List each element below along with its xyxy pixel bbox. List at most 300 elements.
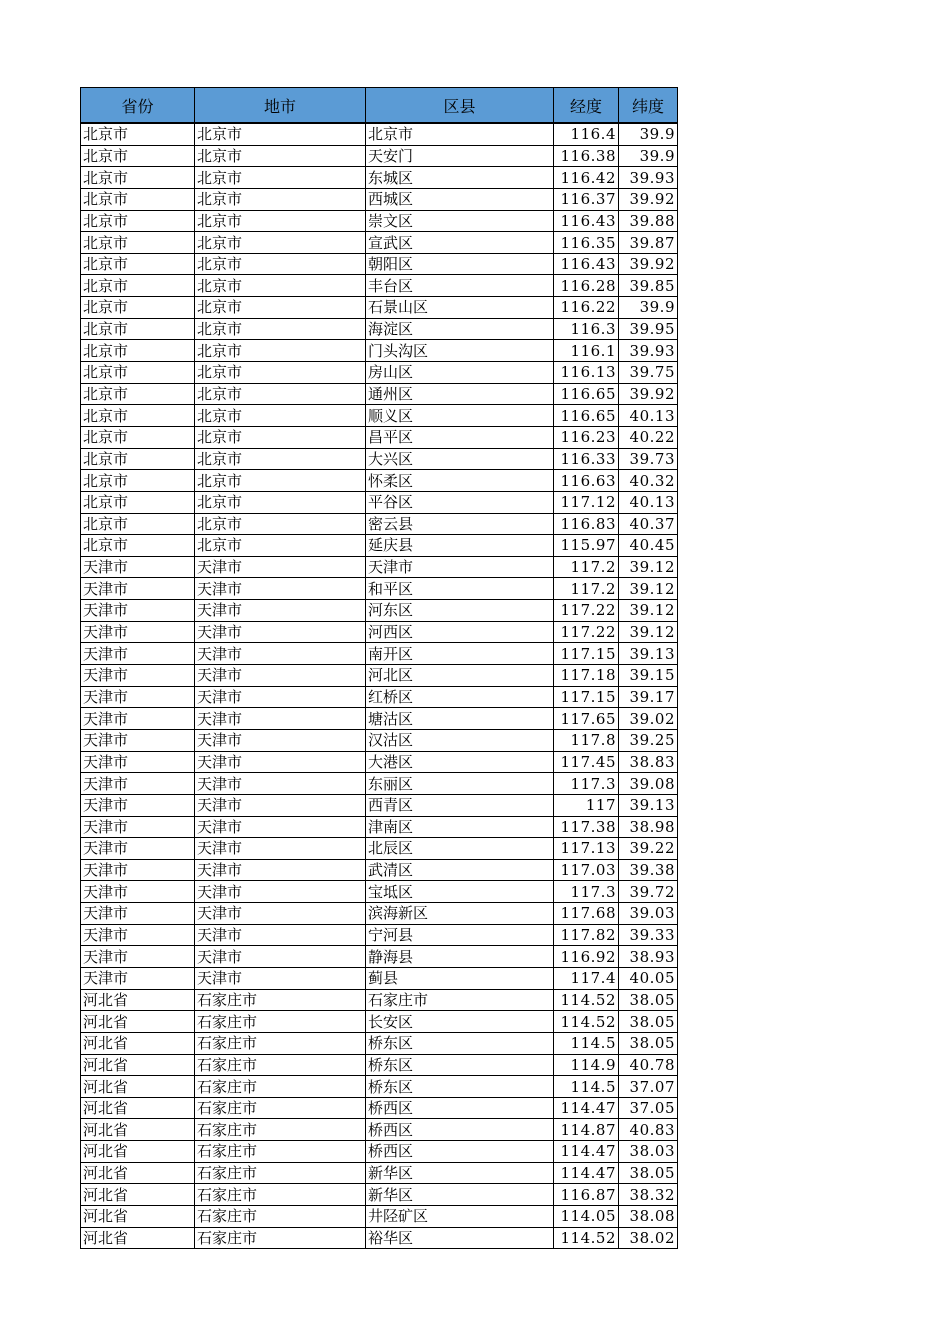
district-cell[interactable]: 延庆县 <box>366 535 554 557</box>
province-cell[interactable]: 天津市 <box>81 881 195 903</box>
longitude-cell[interactable]: 116.92 <box>554 946 619 968</box>
table-row <box>81 167 678 189</box>
table-row <box>81 535 678 557</box>
longitude-cell[interactable]: 117.15 <box>554 643 619 665</box>
city-cell[interactable]: 天津市 <box>195 751 366 773</box>
table-row <box>81 1076 678 1098</box>
table-row <box>81 1011 678 1033</box>
city-cell[interactable]: 天津市 <box>195 924 366 946</box>
city-cell[interactable]: 北京市 <box>195 491 366 513</box>
longitude-cell[interactable]: 116.65 <box>554 383 619 405</box>
latitude-cell[interactable]: 38.93 <box>619 946 678 968</box>
city-cell[interactable]: 石家庄市 <box>195 1184 366 1206</box>
latitude-cell[interactable]: 40.13 <box>619 491 678 513</box>
latitude-cell[interactable]: 39.33 <box>619 924 678 946</box>
longitude-cell[interactable]: 114.52 <box>554 1227 619 1249</box>
city-cell[interactable]: 天津市 <box>195 794 366 816</box>
table-row <box>81 665 678 687</box>
city-cell[interactable]: 石家庄市 <box>195 989 366 1011</box>
city-cell[interactable]: 石家庄市 <box>195 1119 366 1141</box>
latitude-cell[interactable]: 39.88 <box>619 210 678 232</box>
longitude-cell[interactable]: 114.47 <box>554 1162 619 1184</box>
city-cell[interactable]: 天津市 <box>195 881 366 903</box>
longitude-cell[interactable]: 114.87 <box>554 1119 619 1141</box>
city-cell[interactable]: 北京市 <box>195 535 366 557</box>
province-cell[interactable]: 天津市 <box>81 924 195 946</box>
city-cell[interactable]: 石家庄市 <box>195 1227 366 1249</box>
province-cell[interactable]: 河北省 <box>81 1227 195 1249</box>
table-row <box>81 578 678 600</box>
district-cell[interactable]: 和平区 <box>366 578 554 600</box>
province-cell[interactable]: 北京市 <box>81 383 195 405</box>
longitude-cell[interactable]: 117.8 <box>554 729 619 751</box>
district-cell[interactable]: 平谷区 <box>366 491 554 513</box>
city-cell[interactable]: 石家庄市 <box>195 1141 366 1163</box>
city-cell[interactable]: 天津市 <box>195 643 366 665</box>
district-cell[interactable]: 石家庄市 <box>366 989 554 1011</box>
longitude-cell[interactable]: 117.45 <box>554 751 619 773</box>
longitude-cell[interactable]: 117.22 <box>554 621 619 643</box>
city-cell[interactable]: 北京市 <box>195 362 366 384</box>
district-cell[interactable]: 河北区 <box>366 665 554 687</box>
province-cell[interactable]: 天津市 <box>81 773 195 795</box>
city-cell[interactable]: 天津市 <box>195 729 366 751</box>
latitude-cell[interactable]: 38.32 <box>619 1184 678 1206</box>
longitude-cell[interactable]: 114.9 <box>554 1054 619 1076</box>
city-cell[interactable]: 天津市 <box>195 686 366 708</box>
table-row <box>81 621 678 643</box>
latitude-cell[interactable]: 39.75 <box>619 362 678 384</box>
latitude-cell[interactable]: 39.9 <box>619 145 678 167</box>
latitude-cell[interactable]: 39.12 <box>619 556 678 578</box>
longitude-cell[interactable]: 117.12 <box>554 491 619 513</box>
city-cell[interactable]: 北京市 <box>195 210 366 232</box>
district-cell[interactable]: 北京市 <box>366 123 554 145</box>
city-cell[interactable]: 天津市 <box>195 708 366 730</box>
province-cell[interactable]: 北京市 <box>81 513 195 535</box>
city-cell[interactable]: 天津市 <box>195 903 366 925</box>
table-row <box>81 794 678 816</box>
latitude-cell[interactable]: 39.22 <box>619 838 678 860</box>
longitude-cell[interactable]: 116.22 <box>554 297 619 319</box>
longitude-cell[interactable]: 117 <box>554 794 619 816</box>
district-cell[interactable]: 朝阳区 <box>366 253 554 275</box>
district-cell[interactable]: 宝坻区 <box>366 881 554 903</box>
table-row <box>81 1119 678 1141</box>
table-row <box>81 859 678 881</box>
province-cell[interactable]: 天津市 <box>81 621 195 643</box>
longitude-cell[interactable]: 116.42 <box>554 167 619 189</box>
longitude-cell[interactable]: 116.83 <box>554 513 619 535</box>
city-cell[interactable]: 北京市 <box>195 167 366 189</box>
province-cell[interactable]: 河北省 <box>81 989 195 1011</box>
latitude-cell[interactable]: 39.13 <box>619 643 678 665</box>
city-cell[interactable]: 北京市 <box>195 297 366 319</box>
longitude-cell[interactable]: 116.43 <box>554 253 619 275</box>
district-cell[interactable]: 昌平区 <box>366 426 554 448</box>
latitude-cell[interactable]: 38.03 <box>619 1141 678 1163</box>
province-cell[interactable]: 天津市 <box>81 600 195 622</box>
province-cell[interactable]: 天津市 <box>81 946 195 968</box>
table-row <box>81 491 678 513</box>
district-cell[interactable]: 河东区 <box>366 600 554 622</box>
latitude-cell[interactable]: 37.07 <box>619 1076 678 1098</box>
city-cell[interactable]: 北京市 <box>195 405 366 427</box>
district-cell[interactable]: 新华区 <box>366 1162 554 1184</box>
longitude-cell[interactable]: 117.3 <box>554 881 619 903</box>
district-cell[interactable]: 大港区 <box>366 751 554 773</box>
province-cell[interactable]: 天津市 <box>81 729 195 751</box>
latitude-cell[interactable]: 39.08 <box>619 773 678 795</box>
city-cell[interactable]: 北京市 <box>195 340 366 362</box>
table-row <box>81 210 678 232</box>
city-cell[interactable]: 石家庄市 <box>195 1032 366 1054</box>
province-cell[interactable]: 天津市 <box>81 708 195 730</box>
longitude-cell[interactable]: 114.47 <box>554 1141 619 1163</box>
header-row <box>81 88 678 124</box>
longitude-cell[interactable]: 117.4 <box>554 967 619 989</box>
latitude-cell[interactable]: 39.12 <box>619 621 678 643</box>
latitude-cell[interactable]: 39.93 <box>619 340 678 362</box>
city-cell[interactable]: 石家庄市 <box>195 1206 366 1228</box>
latitude-cell[interactable]: 39.92 <box>619 253 678 275</box>
city-cell[interactable]: 北京市 <box>195 275 366 297</box>
table-row <box>81 686 678 708</box>
longitude-cell[interactable]: 116.23 <box>554 426 619 448</box>
province-cell[interactable]: 北京市 <box>81 426 195 448</box>
table-row <box>81 773 678 795</box>
city-cell[interactable]: 北京市 <box>195 123 366 145</box>
district-cell[interactable]: 门头沟区 <box>366 340 554 362</box>
province-cell[interactable]: 天津市 <box>81 665 195 687</box>
city-cell[interactable]: 北京市 <box>195 188 366 210</box>
longitude-cell[interactable]: 117.2 <box>554 556 619 578</box>
district-cell[interactable]: 密云县 <box>366 513 554 535</box>
city-cell[interactable]: 天津市 <box>195 578 366 600</box>
longitude-cell[interactable]: 117.18 <box>554 665 619 687</box>
province-cell[interactable]: 天津市 <box>81 838 195 860</box>
table-row <box>81 470 678 492</box>
longitude-cell[interactable]: 116.43 <box>554 210 619 232</box>
city-cell[interactable]: 北京市 <box>195 253 366 275</box>
latitude-cell[interactable]: 39.9 <box>619 297 678 319</box>
province-cell[interactable]: 天津市 <box>81 578 195 600</box>
latitude-cell[interactable]: 39.73 <box>619 448 678 470</box>
latitude-cell[interactable]: 38.02 <box>619 1227 678 1249</box>
longitude-cell[interactable]: 114.52 <box>554 989 619 1011</box>
city-cell[interactable]: 北京市 <box>195 145 366 167</box>
city-cell[interactable]: 石家庄市 <box>195 1011 366 1033</box>
latitude-cell[interactable]: 38.05 <box>619 1162 678 1184</box>
latitude-cell[interactable]: 40.13 <box>619 405 678 427</box>
province-cell[interactable]: 天津市 <box>81 967 195 989</box>
longitude-cell[interactable]: 116.13 <box>554 362 619 384</box>
district-cell[interactable]: 武清区 <box>366 859 554 881</box>
district-cell[interactable]: 南开区 <box>366 643 554 665</box>
province-cell[interactable]: 天津市 <box>81 859 195 881</box>
table-row <box>81 989 678 1011</box>
province-cell[interactable]: 河北省 <box>81 1141 195 1163</box>
district-cell[interactable]: 新华区 <box>366 1184 554 1206</box>
latitude-cell[interactable]: 39.72 <box>619 881 678 903</box>
province-cell[interactable]: 河北省 <box>81 1119 195 1141</box>
latitude-cell[interactable]: 38.08 <box>619 1206 678 1228</box>
column-header-latitude[interactable]: 纬度 <box>619 88 678 124</box>
table-row <box>81 340 678 362</box>
data-table <box>80 87 678 1249</box>
longitude-cell[interactable]: 117.2 <box>554 578 619 600</box>
province-cell[interactable]: 北京市 <box>81 297 195 319</box>
table-row <box>81 448 678 470</box>
city-cell[interactable]: 天津市 <box>195 600 366 622</box>
table-row <box>81 297 678 319</box>
latitude-cell[interactable]: 39.03 <box>619 903 678 925</box>
longitude-cell[interactable]: 114.52 <box>554 1011 619 1033</box>
city-cell[interactable]: 天津市 <box>195 556 366 578</box>
longitude-cell[interactable]: 117.13 <box>554 838 619 860</box>
province-cell[interactable]: 河北省 <box>81 1097 195 1119</box>
district-cell[interactable]: 桥西区 <box>366 1097 554 1119</box>
province-cell[interactable]: 北京市 <box>81 210 195 232</box>
district-cell[interactable]: 海淀区 <box>366 318 554 340</box>
longitude-cell[interactable]: 114.5 <box>554 1076 619 1098</box>
latitude-cell[interactable]: 39.12 <box>619 578 678 600</box>
table-row <box>81 513 678 535</box>
province-cell[interactable]: 北京市 <box>81 491 195 513</box>
province-cell[interactable]: 河北省 <box>81 1032 195 1054</box>
city-cell[interactable]: 石家庄市 <box>195 1076 366 1098</box>
district-cell[interactable]: 天安门 <box>366 145 554 167</box>
district-cell[interactable]: 顺义区 <box>366 405 554 427</box>
latitude-cell[interactable]: 39.92 <box>619 188 678 210</box>
longitude-cell[interactable]: 116.4 <box>554 123 619 145</box>
table-row <box>81 946 678 968</box>
longitude-cell[interactable]: 116.38 <box>554 145 619 167</box>
district-cell[interactable]: 汉沽区 <box>366 729 554 751</box>
district-cell[interactable]: 北辰区 <box>366 838 554 860</box>
latitude-cell[interactable]: 39.85 <box>619 275 678 297</box>
district-cell[interactable]: 裕华区 <box>366 1227 554 1249</box>
table-row <box>81 1206 678 1228</box>
table-row <box>81 232 678 254</box>
district-cell[interactable]: 怀柔区 <box>366 470 554 492</box>
province-cell[interactable]: 天津市 <box>81 816 195 838</box>
latitude-cell[interactable]: 39.25 <box>619 729 678 751</box>
province-cell[interactable]: 北京市 <box>81 470 195 492</box>
district-cell[interactable]: 天津市 <box>366 556 554 578</box>
table-row <box>81 362 678 384</box>
latitude-cell[interactable]: 40.32 <box>619 470 678 492</box>
city-cell[interactable]: 天津市 <box>195 946 366 968</box>
city-cell[interactable]: 北京市 <box>195 232 366 254</box>
district-cell[interactable]: 东城区 <box>366 167 554 189</box>
longitude-cell[interactable]: 116.28 <box>554 275 619 297</box>
district-cell[interactable]: 蓟县 <box>366 967 554 989</box>
district-cell[interactable]: 房山区 <box>366 362 554 384</box>
table-row <box>81 729 678 751</box>
table-row <box>81 318 678 340</box>
latitude-cell[interactable]: 40.37 <box>619 513 678 535</box>
longitude-cell[interactable]: 114.47 <box>554 1097 619 1119</box>
city-cell[interactable]: 天津市 <box>195 621 366 643</box>
province-cell[interactable]: 北京市 <box>81 188 195 210</box>
table-row <box>81 426 678 448</box>
column-header-province[interactable]: 省份 <box>81 88 195 124</box>
district-cell[interactable]: 桥东区 <box>366 1032 554 1054</box>
table-row <box>81 1032 678 1054</box>
city-cell[interactable]: 天津市 <box>195 773 366 795</box>
longitude-cell[interactable]: 117.22 <box>554 600 619 622</box>
province-cell[interactable]: 河北省 <box>81 1054 195 1076</box>
city-cell[interactable]: 北京市 <box>195 383 366 405</box>
province-cell[interactable]: 河北省 <box>81 1011 195 1033</box>
district-cell[interactable]: 西青区 <box>366 794 554 816</box>
province-cell[interactable]: 河北省 <box>81 1184 195 1206</box>
district-cell[interactable]: 桥西区 <box>366 1141 554 1163</box>
city-cell[interactable]: 天津市 <box>195 859 366 881</box>
latitude-cell[interactable]: 38.05 <box>619 1032 678 1054</box>
longitude-cell[interactable]: 117.15 <box>554 686 619 708</box>
longitude-cell[interactable]: 115.97 <box>554 535 619 557</box>
longitude-cell[interactable]: 116.1 <box>554 340 619 362</box>
province-cell[interactable]: 天津市 <box>81 903 195 925</box>
district-cell[interactable]: 井陉矿区 <box>366 1206 554 1228</box>
table-row <box>81 405 678 427</box>
city-cell[interactable]: 北京市 <box>195 513 366 535</box>
latitude-cell[interactable]: 39.93 <box>619 167 678 189</box>
latitude-cell[interactable]: 38.05 <box>619 989 678 1011</box>
city-cell[interactable]: 天津市 <box>195 816 366 838</box>
latitude-cell[interactable]: 39.15 <box>619 665 678 687</box>
province-cell[interactable]: 河北省 <box>81 1162 195 1184</box>
province-cell[interactable]: 天津市 <box>81 686 195 708</box>
latitude-cell[interactable]: 40.83 <box>619 1119 678 1141</box>
district-cell[interactable]: 静海县 <box>366 946 554 968</box>
district-cell[interactable]: 丰台区 <box>366 275 554 297</box>
latitude-cell[interactable]: 39.12 <box>619 600 678 622</box>
column-header-longitude[interactable]: 经度 <box>554 88 619 124</box>
province-cell[interactable]: 天津市 <box>81 751 195 773</box>
province-cell[interactable]: 北京市 <box>81 535 195 557</box>
longitude-cell[interactable]: 117.82 <box>554 924 619 946</box>
longitude-cell[interactable]: 116.3 <box>554 318 619 340</box>
city-cell[interactable]: 天津市 <box>195 665 366 687</box>
city-cell[interactable]: 北京市 <box>195 426 366 448</box>
longitude-cell[interactable]: 116.63 <box>554 470 619 492</box>
city-cell[interactable]: 石家庄市 <box>195 1054 366 1076</box>
district-cell[interactable]: 河西区 <box>366 621 554 643</box>
district-cell[interactable]: 宣武区 <box>366 232 554 254</box>
latitude-cell[interactable]: 39.92 <box>619 383 678 405</box>
latitude-cell[interactable]: 39.38 <box>619 859 678 881</box>
latitude-cell[interactable]: 39.9 <box>619 123 678 145</box>
district-cell[interactable]: 桥东区 <box>366 1054 554 1076</box>
district-cell[interactable]: 通州区 <box>366 383 554 405</box>
latitude-cell[interactable]: 40.45 <box>619 535 678 557</box>
district-cell[interactable]: 西城区 <box>366 188 554 210</box>
longitude-cell[interactable]: 117.03 <box>554 859 619 881</box>
latitude-cell[interactable]: 38.83 <box>619 751 678 773</box>
province-cell[interactable]: 北京市 <box>81 362 195 384</box>
table-row <box>81 838 678 860</box>
province-cell[interactable]: 天津市 <box>81 556 195 578</box>
province-cell[interactable]: 河北省 <box>81 1206 195 1228</box>
column-header-city[interactable]: 地市 <box>195 88 366 124</box>
district-cell[interactable]: 崇文区 <box>366 210 554 232</box>
city-cell[interactable]: 天津市 <box>195 838 366 860</box>
latitude-cell[interactable]: 37.05 <box>619 1097 678 1119</box>
district-cell[interactable]: 大兴区 <box>366 448 554 470</box>
latitude-cell[interactable]: 39.87 <box>619 232 678 254</box>
latitude-cell[interactable]: 40.05 <box>619 967 678 989</box>
latitude-cell[interactable]: 39.95 <box>619 318 678 340</box>
longitude-cell[interactable]: 117.38 <box>554 816 619 838</box>
district-cell[interactable]: 宁河县 <box>366 924 554 946</box>
longitude-cell[interactable]: 117.68 <box>554 903 619 925</box>
district-cell[interactable]: 桥东区 <box>366 1076 554 1098</box>
province-cell[interactable]: 天津市 <box>81 794 195 816</box>
city-cell[interactable]: 北京市 <box>195 470 366 492</box>
city-cell[interactable]: 石家庄市 <box>195 1162 366 1184</box>
province-cell[interactable]: 河北省 <box>81 1076 195 1098</box>
table-row <box>81 1097 678 1119</box>
district-cell[interactable]: 塘沽区 <box>366 708 554 730</box>
district-cell[interactable]: 滨海新区 <box>366 903 554 925</box>
city-cell[interactable]: 北京市 <box>195 318 366 340</box>
longitude-cell[interactable]: 114.05 <box>554 1206 619 1228</box>
latitude-cell[interactable]: 40.78 <box>619 1054 678 1076</box>
district-cell[interactable]: 红桥区 <box>366 686 554 708</box>
latitude-cell[interactable]: 38.05 <box>619 1011 678 1033</box>
province-cell[interactable]: 北京市 <box>81 253 195 275</box>
district-cell[interactable]: 东丽区 <box>366 773 554 795</box>
province-cell[interactable]: 北京市 <box>81 145 195 167</box>
latitude-cell[interactable]: 39.17 <box>619 686 678 708</box>
province-cell[interactable]: 北京市 <box>81 167 195 189</box>
province-cell[interactable]: 北京市 <box>81 448 195 470</box>
district-cell[interactable]: 桥西区 <box>366 1119 554 1141</box>
city-cell[interactable]: 北京市 <box>195 448 366 470</box>
province-cell[interactable]: 北京市 <box>81 340 195 362</box>
latitude-cell[interactable]: 39.02 <box>619 708 678 730</box>
longitude-cell[interactable]: 114.5 <box>554 1032 619 1054</box>
longitude-cell[interactable]: 116.87 <box>554 1184 619 1206</box>
district-cell[interactable]: 石景山区 <box>366 297 554 319</box>
province-cell[interactable]: 天津市 <box>81 643 195 665</box>
longitude-cell[interactable]: 117.3 <box>554 773 619 795</box>
latitude-cell[interactable]: 38.98 <box>619 816 678 838</box>
province-cell[interactable]: 北京市 <box>81 232 195 254</box>
province-cell[interactable]: 北京市 <box>81 405 195 427</box>
district-cell[interactable]: 长安区 <box>366 1011 554 1033</box>
city-cell[interactable]: 天津市 <box>195 967 366 989</box>
longitude-cell[interactable]: 116.33 <box>554 448 619 470</box>
city-cell[interactable]: 石家庄市 <box>195 1097 366 1119</box>
province-cell[interactable]: 北京市 <box>81 275 195 297</box>
province-cell[interactable]: 北京市 <box>81 123 195 145</box>
district-cell[interactable]: 津南区 <box>366 816 554 838</box>
longitude-cell[interactable]: 116.37 <box>554 188 619 210</box>
province-cell[interactable]: 北京市 <box>81 318 195 340</box>
table-row <box>81 600 678 622</box>
longitude-cell[interactable]: 117.65 <box>554 708 619 730</box>
longitude-cell[interactable]: 116.35 <box>554 232 619 254</box>
longitude-cell[interactable]: 116.65 <box>554 405 619 427</box>
column-header-district[interactable]: 区县 <box>366 88 554 124</box>
latitude-cell[interactable]: 40.22 <box>619 426 678 448</box>
latitude-cell[interactable]: 39.13 <box>619 794 678 816</box>
table-row <box>81 123 678 145</box>
